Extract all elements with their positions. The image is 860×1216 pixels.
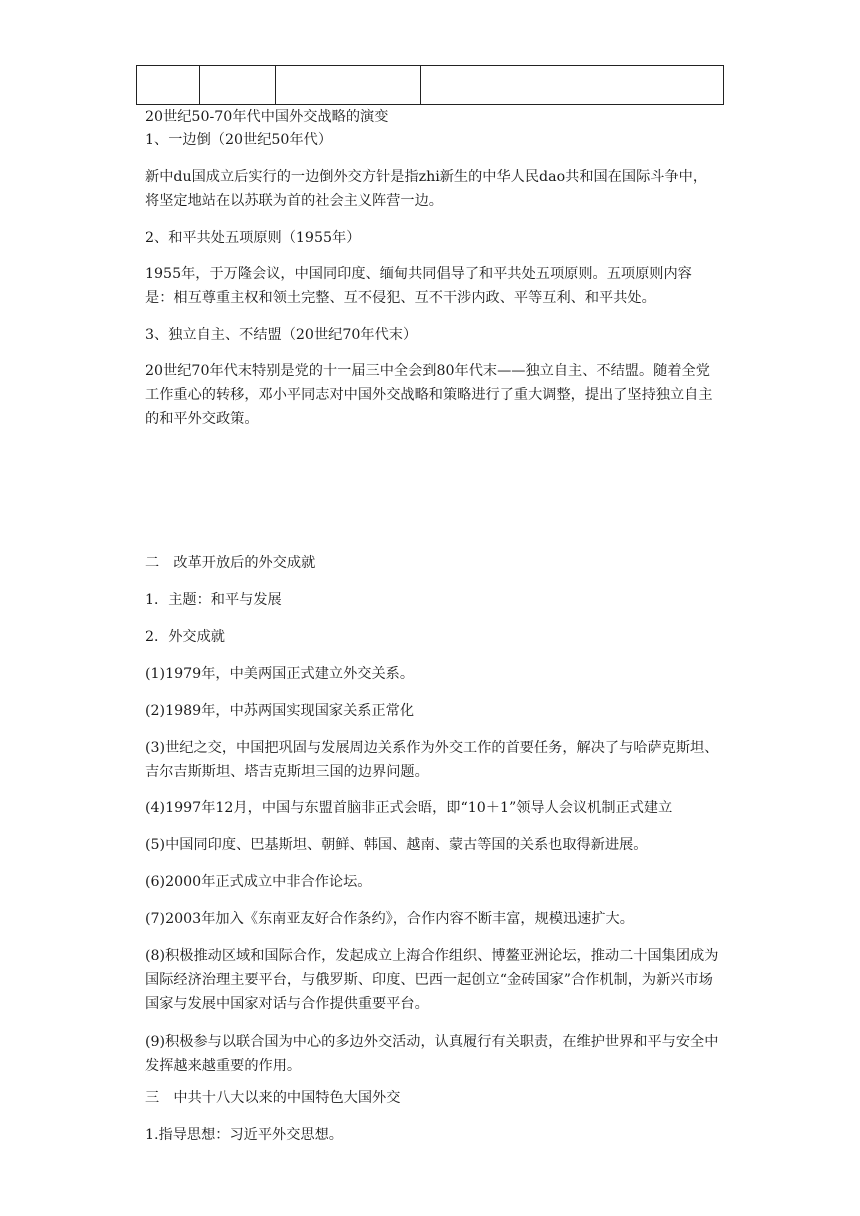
- empty-table: [136, 65, 724, 105]
- paragraph-1: 新中du国成立后实行的一边倒外交方针是指zhi新生的中华人民dao共和国在国际斗争中，将坚定地站在以苏联为首的社会主义阵营一边。: [145, 169, 708, 209]
- list-item: (2)1989年，中苏两国实现国家关系正常化: [145, 703, 415, 719]
- list-item: (9)积极参与以联合国为中心的多边外交活动，认真履行有关职责，在维护世界和平与安全中发挥越来越重要的作用。: [145, 1034, 719, 1074]
- table-cell: [200, 66, 276, 105]
- section-heading-3: 3、独立自主、不结盟（20世纪70年代末）: [145, 327, 418, 343]
- subheading-achievements: 2．外交成就: [145, 629, 225, 645]
- list-item: (3)世纪之交，中国把巩固与发展周边关系作为外交工作的首要任务，解决了与哈萨克斯坦、吉尔吉斯斯坦、塔吉克斯坦三国的边界问题。: [145, 740, 719, 780]
- part-heading-3: 三 中共十八大以来的中国特色大国外交: [145, 1090, 401, 1106]
- section-heading-2: 2、和平共处五项原则（1955年）: [145, 230, 361, 246]
- table-cell: [137, 66, 200, 105]
- list-item: (5)中国同印度、巴基斯坦、朝鲜、韩国、越南、蒙古等国的关系也取得新进展。: [145, 837, 648, 853]
- list-item: (8)积极推动区域和国际合作，发起成立上海合作组织、博鳌亚洲论坛，推动二十国集团成为国际经济治理主要平台，与俄罗斯、印度、巴西一起创立“金砖国家”合作机制，为新兴市场国家与发展中国家对话与合作提供重要平台。: [145, 948, 719, 1012]
- table-cell: [276, 66, 421, 105]
- section-heading-1: 1、一边倒（20世纪50年代）: [145, 132, 333, 148]
- list-item: (7)2003年加入《东南亚友好合作条约》，合作内容不断丰富，规模迅速扩大。: [145, 911, 634, 927]
- subheading-guiding-thought: 1.指导思想：习近平外交思想。: [145, 1127, 343, 1143]
- section-title: 20世纪50-70年代中国外交战略的演变: [145, 109, 389, 125]
- paragraph-3: 20世纪70年代末特别是党的十一届三中全会到80年代末——独立自主、不结盟。随着全党工作重心的转移，邓小平同志对中国外交战略和策略进行了重大调整，提出了坚持独立自主的和平外交政策。: [145, 363, 713, 427]
- table-row: [137, 66, 724, 105]
- part-heading-2: 二 改革开放后的外交成就: [145, 555, 316, 571]
- table-cell: [421, 66, 724, 105]
- list-item: (6)2000年正式成立中非合作论坛。: [145, 874, 372, 890]
- list-item: (1)1979年，中美两国正式建立外交关系。: [145, 666, 415, 682]
- paragraph-2: 1955年，于万隆会议，中国同印度、缅甸共同倡导了和平共处五项原则。五项原则内容是：相互尊重主权和领土完整、互不侵犯、互不干涉内政、平等互利、和平共处。: [145, 266, 692, 306]
- subheading-theme: 1．主题：和平与发展: [145, 592, 282, 608]
- list-item: (4)1997年12月，中国与东盟首脑非正式会晤，即“10＋1”领导人会议机制正式建立: [145, 800, 673, 816]
